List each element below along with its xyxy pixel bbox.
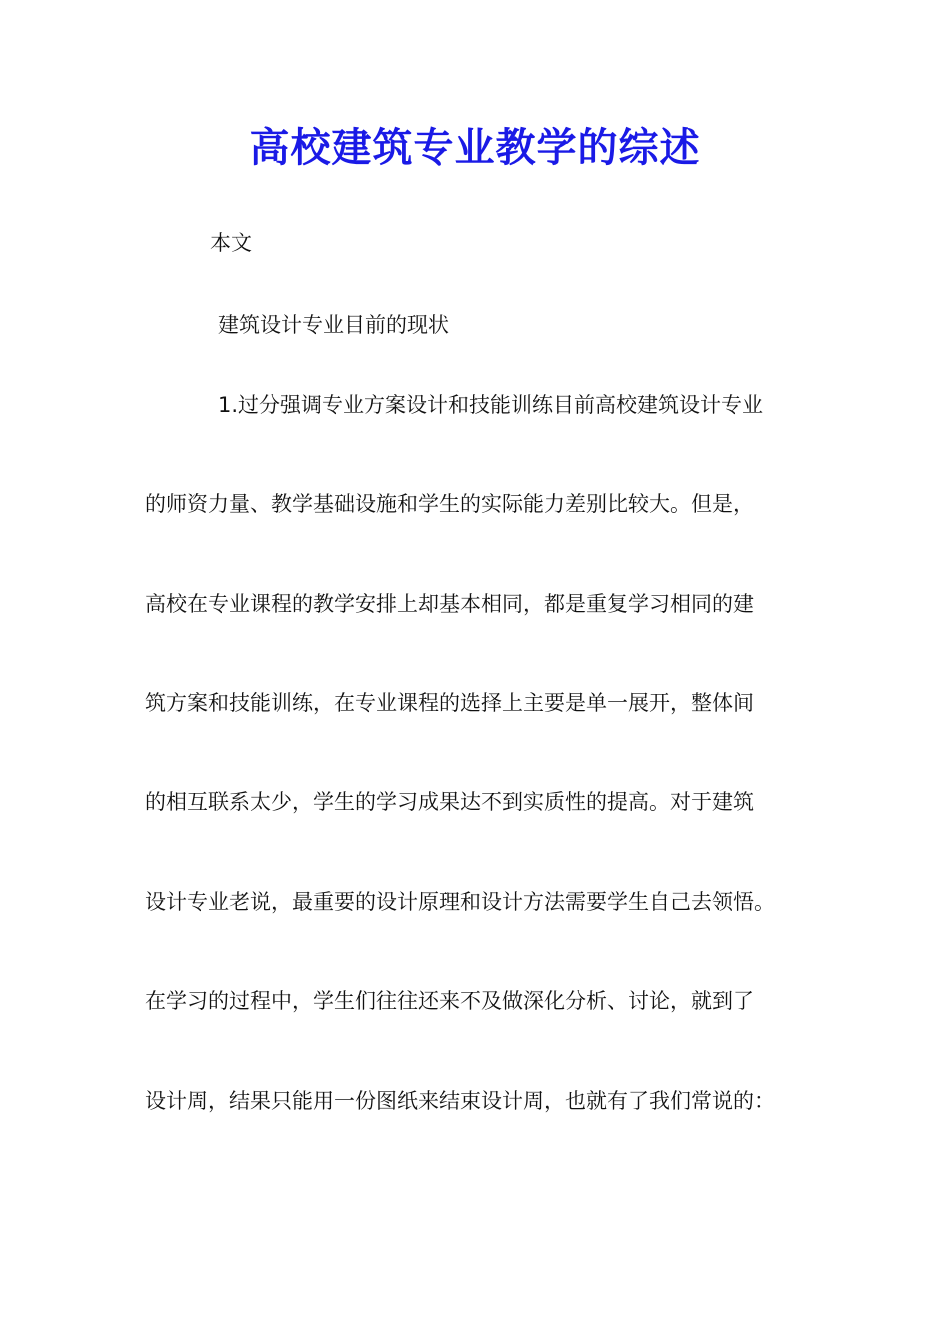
paragraph-line: 筑方案和技能训练，在专业课程的选择上主要是单一展开，整体间 [145, 691, 754, 715]
paragraph-line: 的师资力量、教学基础设施和学生的实际能力差别比较大。但是， [145, 492, 754, 516]
section-heading: 建筑设计专业目前的现状 [218, 313, 449, 337]
paragraph-line: 设计周，结果只能用一份图纸来结束设计周，也就有了我们常说的： [145, 1089, 775, 1113]
paragraph-line: 1.过分强调专业方案设计和技能训练目前高校建筑设计专业 [218, 393, 764, 417]
paragraph-line: 在学习的过程中，学生们往往还来不及做深化分析、讨论，就到了 [145, 989, 754, 1013]
paragraph-line: 高校在专业课程的教学安排上却基本相同，都是重复学习相同的建 [145, 592, 754, 616]
paragraph-line: 设计专业老说，最重要的设计原理和设计方法需要学生自己去领悟。 [145, 890, 775, 914]
intro-heading: 本文 [210, 231, 252, 255]
document-title: 高校建筑专业教学的综述 [249, 124, 701, 171]
paragraph-line: 的相互联系太少，学生的学习成果达不到实质性的提高。对于建筑 [145, 790, 754, 814]
